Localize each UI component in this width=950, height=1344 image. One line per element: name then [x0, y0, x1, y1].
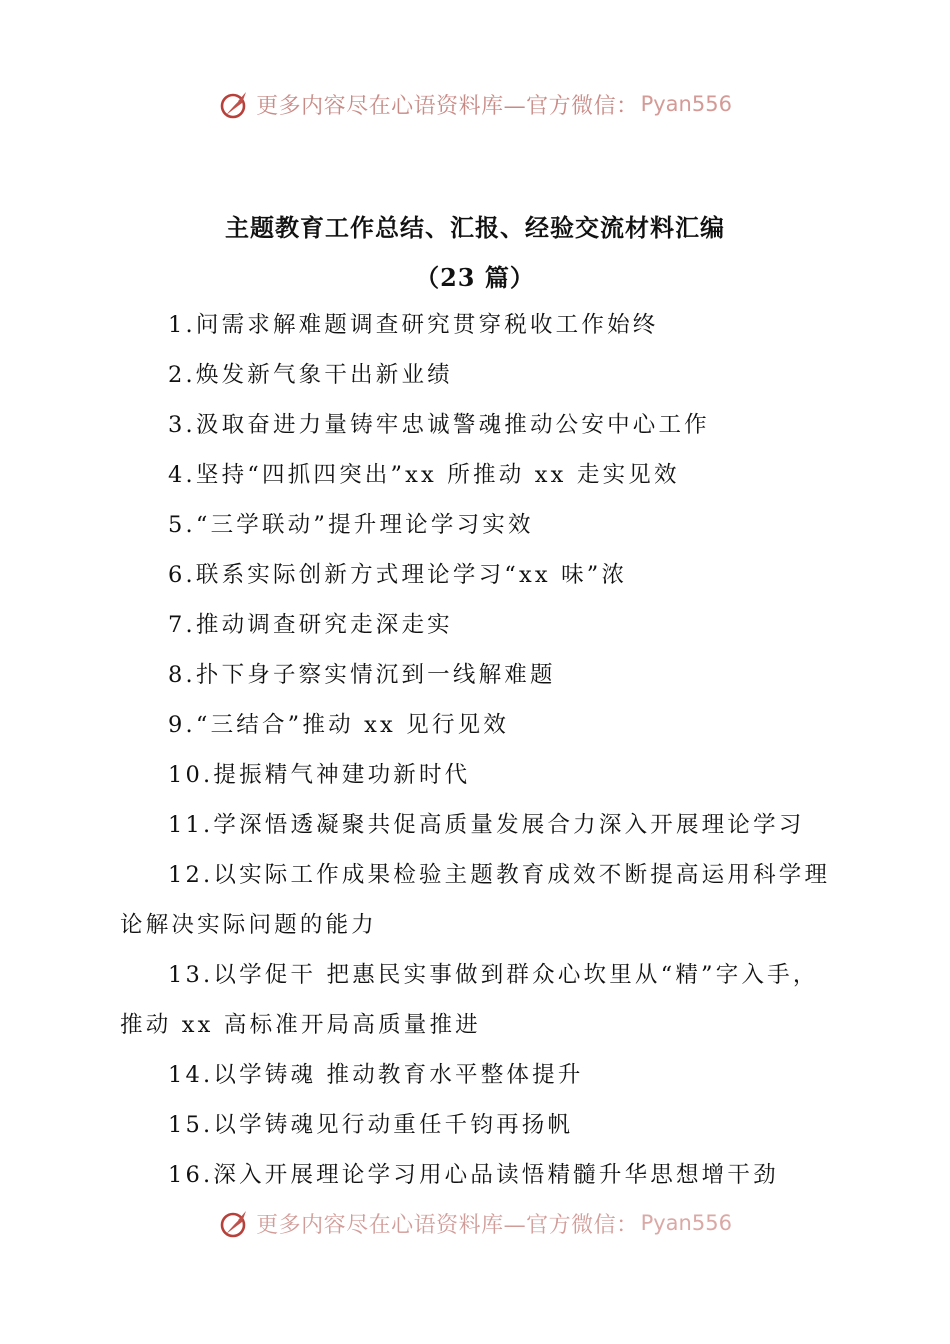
list-item: 10.提振精气神建功新时代 [168, 762, 471, 788]
list-item: 8.扑下身子察实情沉到一线解难题 [168, 662, 556, 688]
watermark-wechat-id: Pyan556 [640, 1211, 732, 1235]
quill-logo-icon [218, 1206, 252, 1240]
list-item: 2.焕发新气象干出新业绩 [168, 362, 453, 388]
list-item: 15.以学铸魂见行动重任千钧再扬帆 [168, 1112, 574, 1138]
list-item: 12.以实际工作成果检验主题教育成效不断提高运用科学理 [168, 862, 831, 888]
list-item: 7.推动调查研究走深走实 [168, 612, 453, 638]
watermark-text: 更多内容尽在心语资料库—官方微信： [256, 1212, 639, 1238]
list-item: 9.“三结合”推动 xx 见行见效 [168, 712, 510, 738]
list-item-continuation: 推动 xx 高标准开局高质量推进 [120, 1012, 481, 1038]
quill-logo-icon [218, 87, 252, 121]
list-item: 11.学深悟透凝聚共促高质量发展合力深入开展理论学习 [168, 812, 805, 838]
list-item: 3.汲取奋进力量铸牢忠诚警魂推动公安中心工作 [168, 412, 710, 438]
list-item: 5.“三学联动”提升理论学习实效 [168, 512, 534, 538]
list-item: 1.问需求解难题调查研究贯穿税收工作始终 [168, 312, 659, 338]
list-item: 16.深入开展理论学习用心品读悟精髓升华思想增干劲 [168, 1162, 779, 1188]
list-item: 6.联系实际创新方式理论学习“xx 味”浓 [168, 562, 628, 588]
header-watermark [0, 84, 950, 124]
document-subtitle: （23 篇） [415, 263, 535, 292]
document-title: 主题教育工作总结、汇报、经验交流材料汇编 [225, 213, 725, 242]
list-item-continuation: 论解决实际问题的能力 [120, 912, 378, 938]
list-item: 4.坚持“四抓四突出”xx 所推动 xx 走实见效 [168, 462, 680, 488]
watermark-text: 更多内容尽在心语资料库—官方微信： [256, 93, 639, 119]
footer-watermark [0, 1203, 950, 1243]
watermark-wechat-id: Pyan556 [640, 92, 732, 116]
list-item: 14.以学铸魂 推动教育水平整体提升 [168, 1062, 584, 1088]
list-item: 13.以学促干 把惠民实事做到群众心坎里从“精”字入手， [168, 962, 819, 988]
